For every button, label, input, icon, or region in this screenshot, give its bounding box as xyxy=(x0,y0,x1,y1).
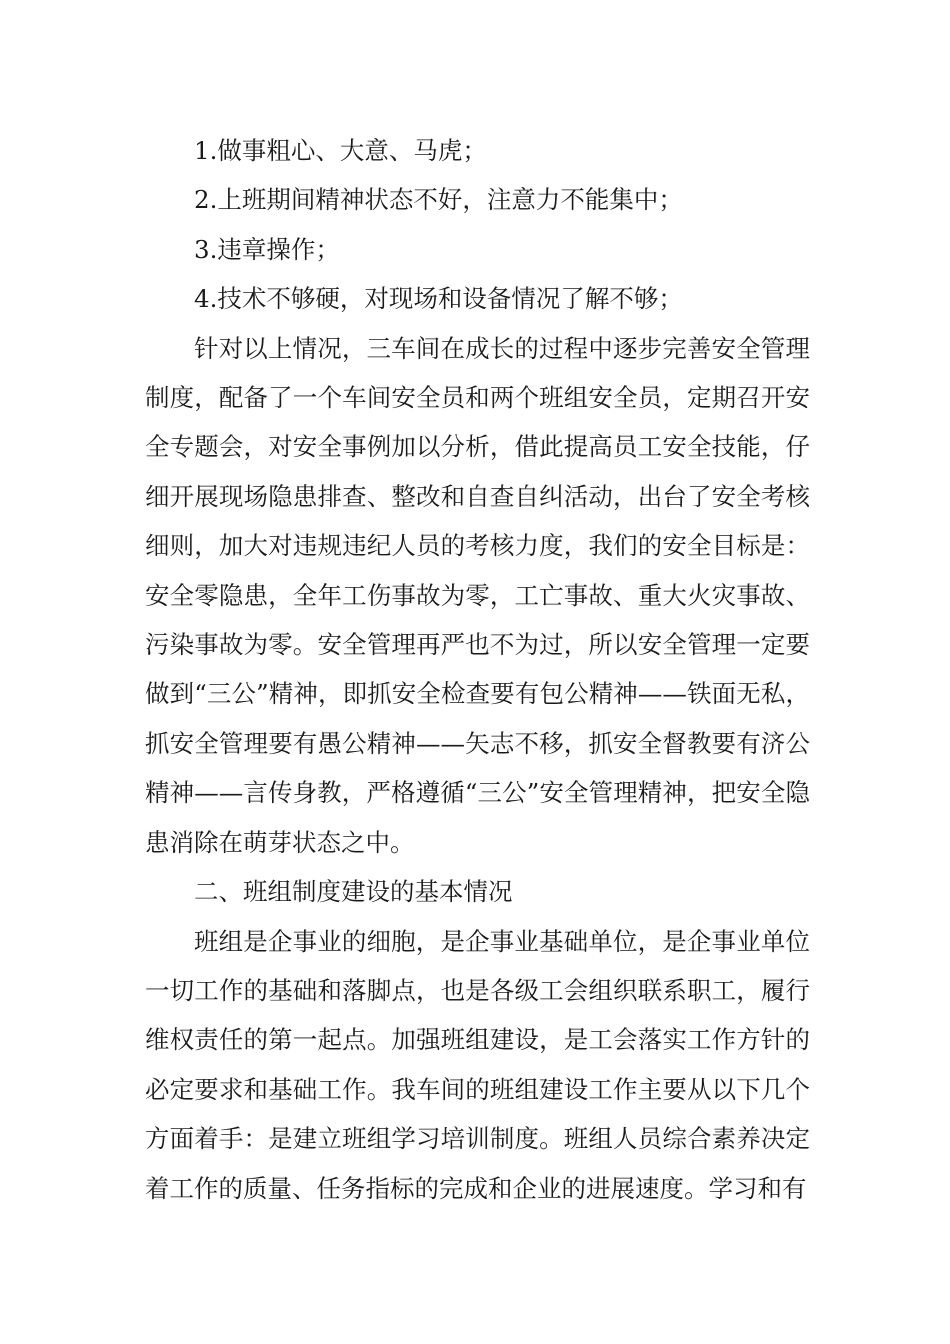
safety-management-paragraph: 针对以上情况，三车间在成长的过程中逐步完善安全管理制度，配备了一个车间安全员和两个班组安全员，定期召开安全专题会，对安全事例加以分析，借此提高员工安全技能，仔细开展现场隐患排查、整改和自查自纠活动，出台了安全考核细则，加大对违规违纪人员的考核力度，我们的安全目标是：安全零隐患，全年工伤事故为零，工亡事故、重大火灾事故、污染事故为零。安全管理再严也不为过，所以安全管理一定要做到“三公”精神，即抓安全检查要有包公精神——铁面无私，抓安全管理要有愚公精神——矢志不移，抓安全督教要有济公精神——言传身教，严格遵循“三公”安全管理精神，把安全隐患消除在萌芽状态之中。 xyxy=(145,333,810,857)
list-item-2: 2.上班期间精神状态不好，注意力不能集中； xyxy=(194,185,683,215)
list-item-1: 1.做事粗心、大意、马虎； xyxy=(194,136,487,165)
section-heading: 二、班组制度建设的基本情况 xyxy=(194,877,513,907)
list-item-3: 3.违章操作； xyxy=(194,234,340,264)
document-body xyxy=(145,126,810,1213)
list-item-4: 4.技术不够硬，对现场和设备情况了解不够； xyxy=(194,284,683,314)
team-building-paragraph: 班组是企事业的细胞，是企事业基础单位，是企事业单位一切工作的基础和落脚点，也是各级工会组织联系职工，履行维权责任的第一起点。加强班组建设，是工会落实工作方针的必定要求和基础工作。我车间的班组建设工作主要从以下几个方面着手：是建立班组学习培训制度。班组人员综合素养决定着工作的质量、任务指标的完成和企业的进展速度。学习和有 xyxy=(145,926,810,1203)
